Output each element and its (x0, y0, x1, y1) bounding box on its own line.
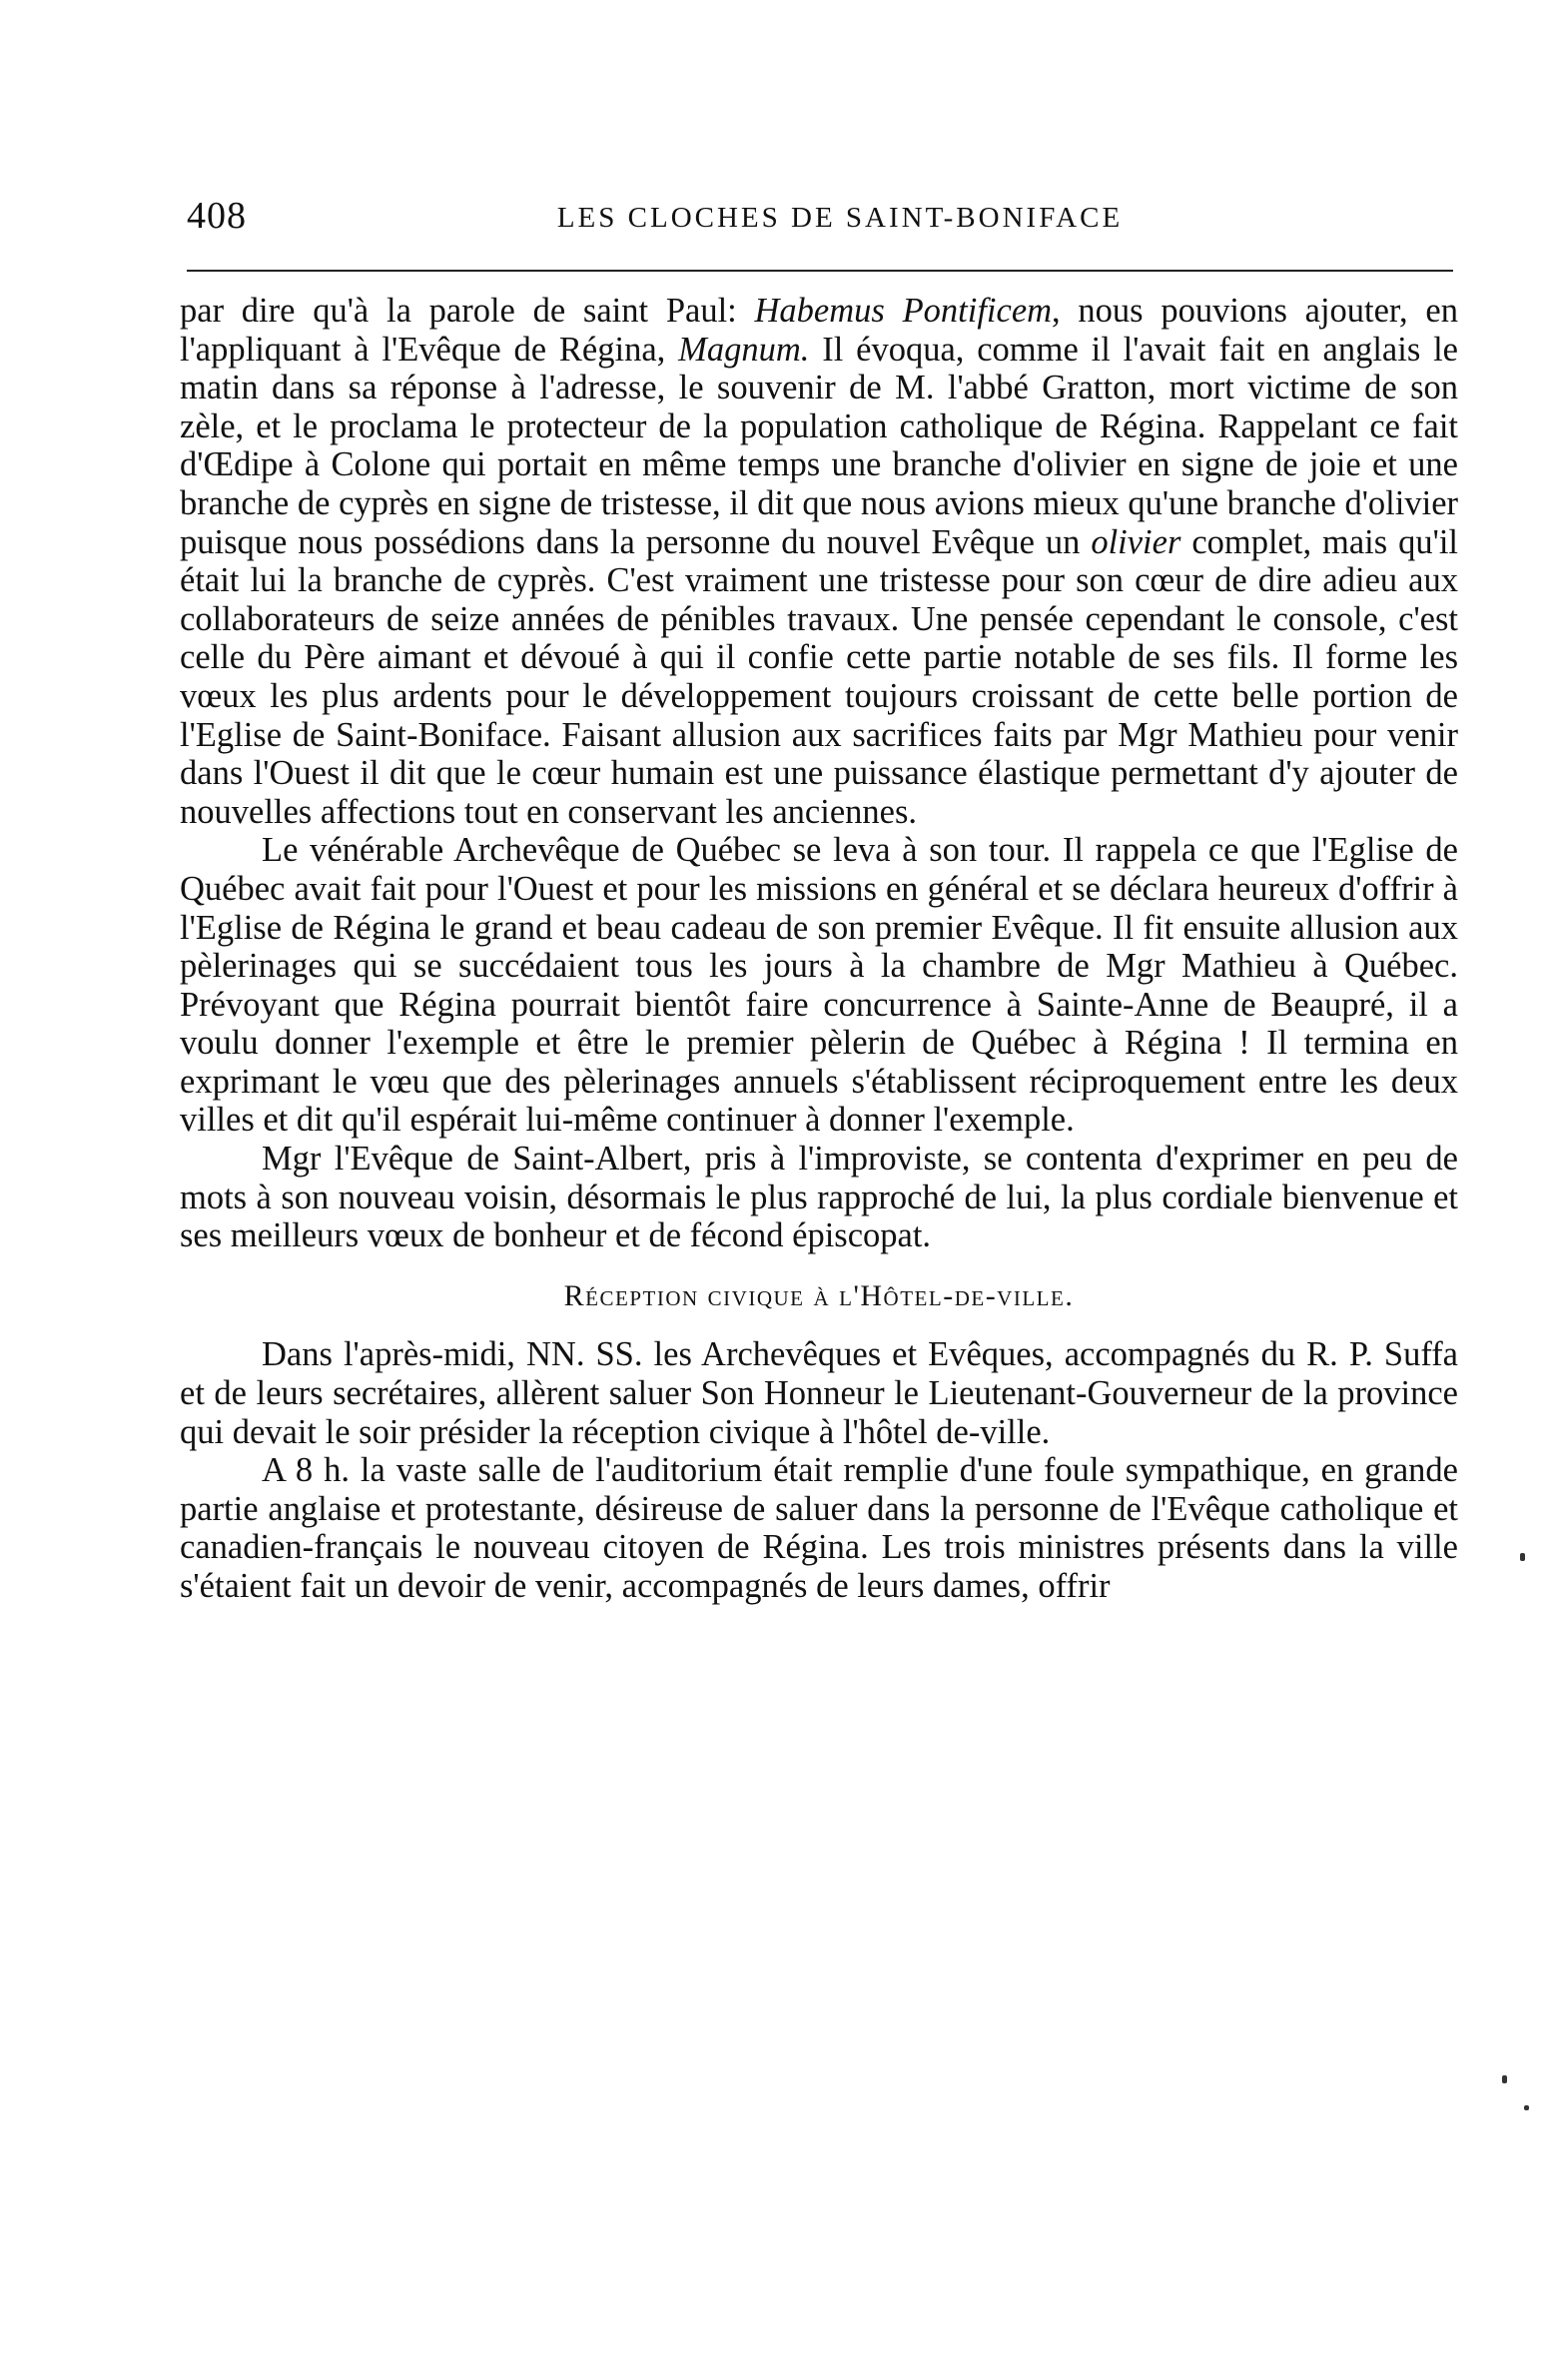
text-run: , nous pouvions ajouter, en l'appliquant à l'Evêque de Régina, (180, 292, 1458, 369)
section-heading: Réception civique à l'Hôtel-de-ville. (563, 1278, 1075, 1312)
scan-speck (1502, 2075, 1507, 2083)
italic-run: Magnum. (678, 330, 810, 369)
text-run: complet, mais qu'il était lui la branche de cyprès. C'est vraiment une tristesse pour son cœur de dire adieu aux collaborateurs de seize années de pénibles travaux. Une pensée cependant le console, c'est celle du Père aimant et dévoué à qui il confie cette partie notable de ses fils. Il forme les vœux les plus ardents pour le développement toujours croissant de cette belle portion de l'Eglise de Saint-Boniface. Faisant allusion aux sacrifices faits par Mgr Mathieu pour venir dans l'Ouest il dit que le cœur humain est une puissance élastique permettant d'y ajouter de nouvelles affections tout en conservant les anciennes. (180, 522, 1459, 831)
text-run: Il évoqua, comme il l'avait fait en anglais le matin dans sa réponse à l'adresse, le souvenir de M. l'abbé Gratton, mort victime de son zèle, et le proclama le protecteur de la population catholique de Régina. Rappelant ce fait d'Œdipe à Colone qui portait en même temps une branche d'olivier en signe de joie et une branche de cyprès en signe de tristesse, il dit que nous avions mieux qu'une branche d'olivier puisque nous possédions dans la personne du nouvel Evêque un (180, 330, 1458, 561)
text-run: A 8 h. la vaste salle de l'auditorium était remplie d'une foule sympathique, en grande partie anglaise et protestante, désireuse de saluer dans la personne de l'Evêque catholique et canadien-français le nouveau citoyen de Régina. Les trois ministres présents dans la ville s'étaient fait un devoir de venir, accompagnés de leurs dames, offrir (180, 1451, 1458, 1605)
text-run: Le vénérable Archevêque de Québec se leva à son tour. Il rappela ce que l'Eglise de Québec avait fait pour l'Ouest et pour les missions en général et se déclara heureux d'offrir à l'Eglise de Régina le grand et beau cadeau de son premier Evêque. Il fit ensuite allusion aux pèlerinages qui se succédaient tous les jours à la chambre de Mgr Mathieu à Québec. Prévoyant que Régina pourrait bientôt faire concurrence à Sainte-Anne de Beaupré, il a voulu donner l'exemple et être le premier pèlerin de Québec à Régina ! Il termina en exprimant le vœu que des pèlerinages annuels s'établissent réciproquement entre les deux villes et dit qu'il espérait lui-même continuer à donner l'exemple. (180, 831, 1458, 1140)
text-run: Dans l'après-midi, NN. SS. les Archevêques et Evêques, accompagnés du R. P. Suffa et de leurs secrétaires, allèrent saluer Son Honneur le Lieutenant-Gouverneur de la province qui devait le soir présider la réception civique à l'hôtel de-ville. (180, 1335, 1458, 1451)
running-title: LES CLOCHES DE SAINT-BONIFACE (556, 202, 1124, 234)
page-number: 408 (187, 195, 247, 237)
paragraph-2 (180, 831, 1458, 1140)
header-rule (187, 270, 1453, 272)
paragraph-5 (180, 1451, 1458, 1605)
text-run: Mgr l'Evêque de Saint-Albert, pris à l'improviste, se contenta d'exprimer en peu de mots à son nouveau voisin, désormais le plus rapproché de lui, la plus cordiale bienvenue et ses meilleurs vœux de bonheur et de fécond épiscopat. (180, 1140, 1458, 1255)
body-text (180, 292, 1458, 1606)
italic-run: Habemus Pontificem (754, 292, 1053, 330)
text-run: par dire qu'à la parole de saint Paul: (180, 292, 755, 330)
paragraph-1 (180, 292, 1458, 831)
running-head (187, 188, 1453, 248)
paragraph-4 (180, 1335, 1458, 1451)
scan-speck (1520, 1553, 1525, 1561)
scan-speck (1524, 2105, 1529, 2110)
paragraph-3 (180, 1140, 1458, 1255)
italic-run: olivier (1091, 522, 1181, 561)
